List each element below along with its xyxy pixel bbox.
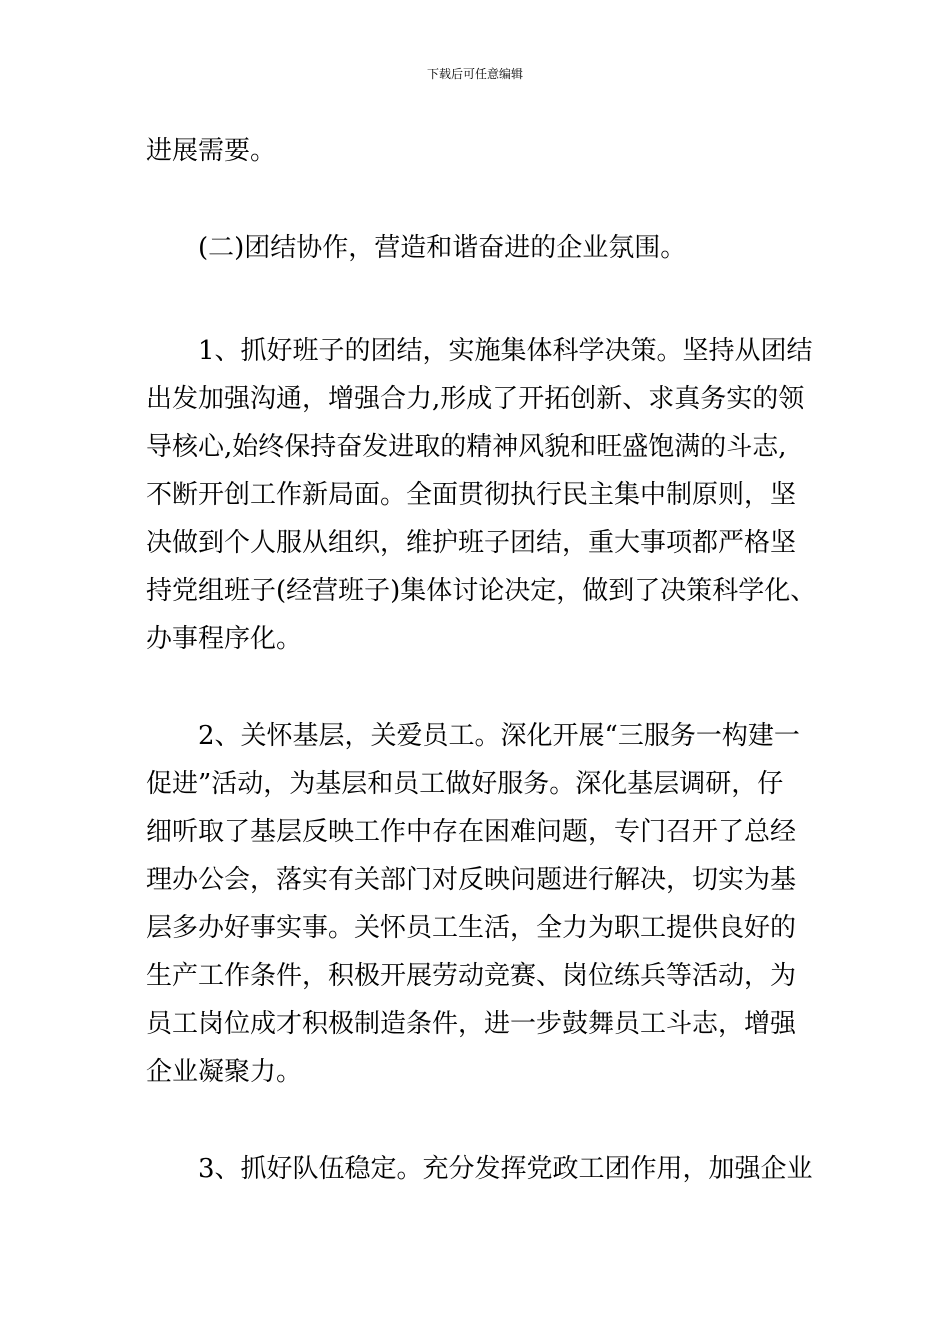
body-line: 企业凝聚力。 — [146, 1057, 303, 1087]
body-line: 员工岗位成才积极制造条件，进一步鼓舞员工斗志，增强 — [146, 1009, 797, 1039]
body-line: 持党组班子(经营班子)集体讨论决定，做到了决策科学化、 — [146, 576, 817, 606]
body-line: 生产工作条件，积极开展劳动竞赛、岗位练兵等活动，为 — [146, 961, 797, 991]
body-line: 进展需要。 — [146, 136, 277, 166]
page-header: 下载后可任意编辑 — [426, 67, 523, 81]
body-line: 决做到个人服从组织，维护班子团结，重大事项都严格坚 — [146, 528, 797, 558]
body-line: 导核心,始终保持奋发进取的精神风貌和旺盛饱满的斗志, — [146, 432, 787, 462]
section-heading: (二)团结协作，营造和谐奋进的企业氛围。 — [198, 233, 687, 263]
body-line: 3、抓好队伍稳定。充分发挥党政工团作用，加强企业 — [198, 1154, 813, 1184]
body-line: 1、抓好班子的团结，实施集体科学决策。坚持从团结 — [198, 336, 813, 366]
body-line: 细听取了基层反映工作中存在困难问题，专门召开了总经 — [146, 817, 797, 847]
body-line: 层多办好事实事。关怀员工生活，全力为职工提供良好的 — [146, 913, 797, 943]
body-line: 2、关怀基层，关爱员工。深化开展“三服务一构建一 — [198, 721, 800, 751]
body-line: 理办公会，落实有关部门对反映问题进行解决，切实为基 — [146, 865, 797, 895]
body-line: 不断开创工作新局面。全面贯彻执行民主集中制原则，坚 — [146, 480, 797, 510]
body-line: 促进”活动，为基层和员工做好服务。深化基层调研，仔 — [146, 769, 784, 799]
body-line: 办事程序化。 — [146, 624, 303, 654]
body-line: 出发加强沟通，增强合力,形成了开拓创新、求真务实的领 — [146, 384, 805, 414]
